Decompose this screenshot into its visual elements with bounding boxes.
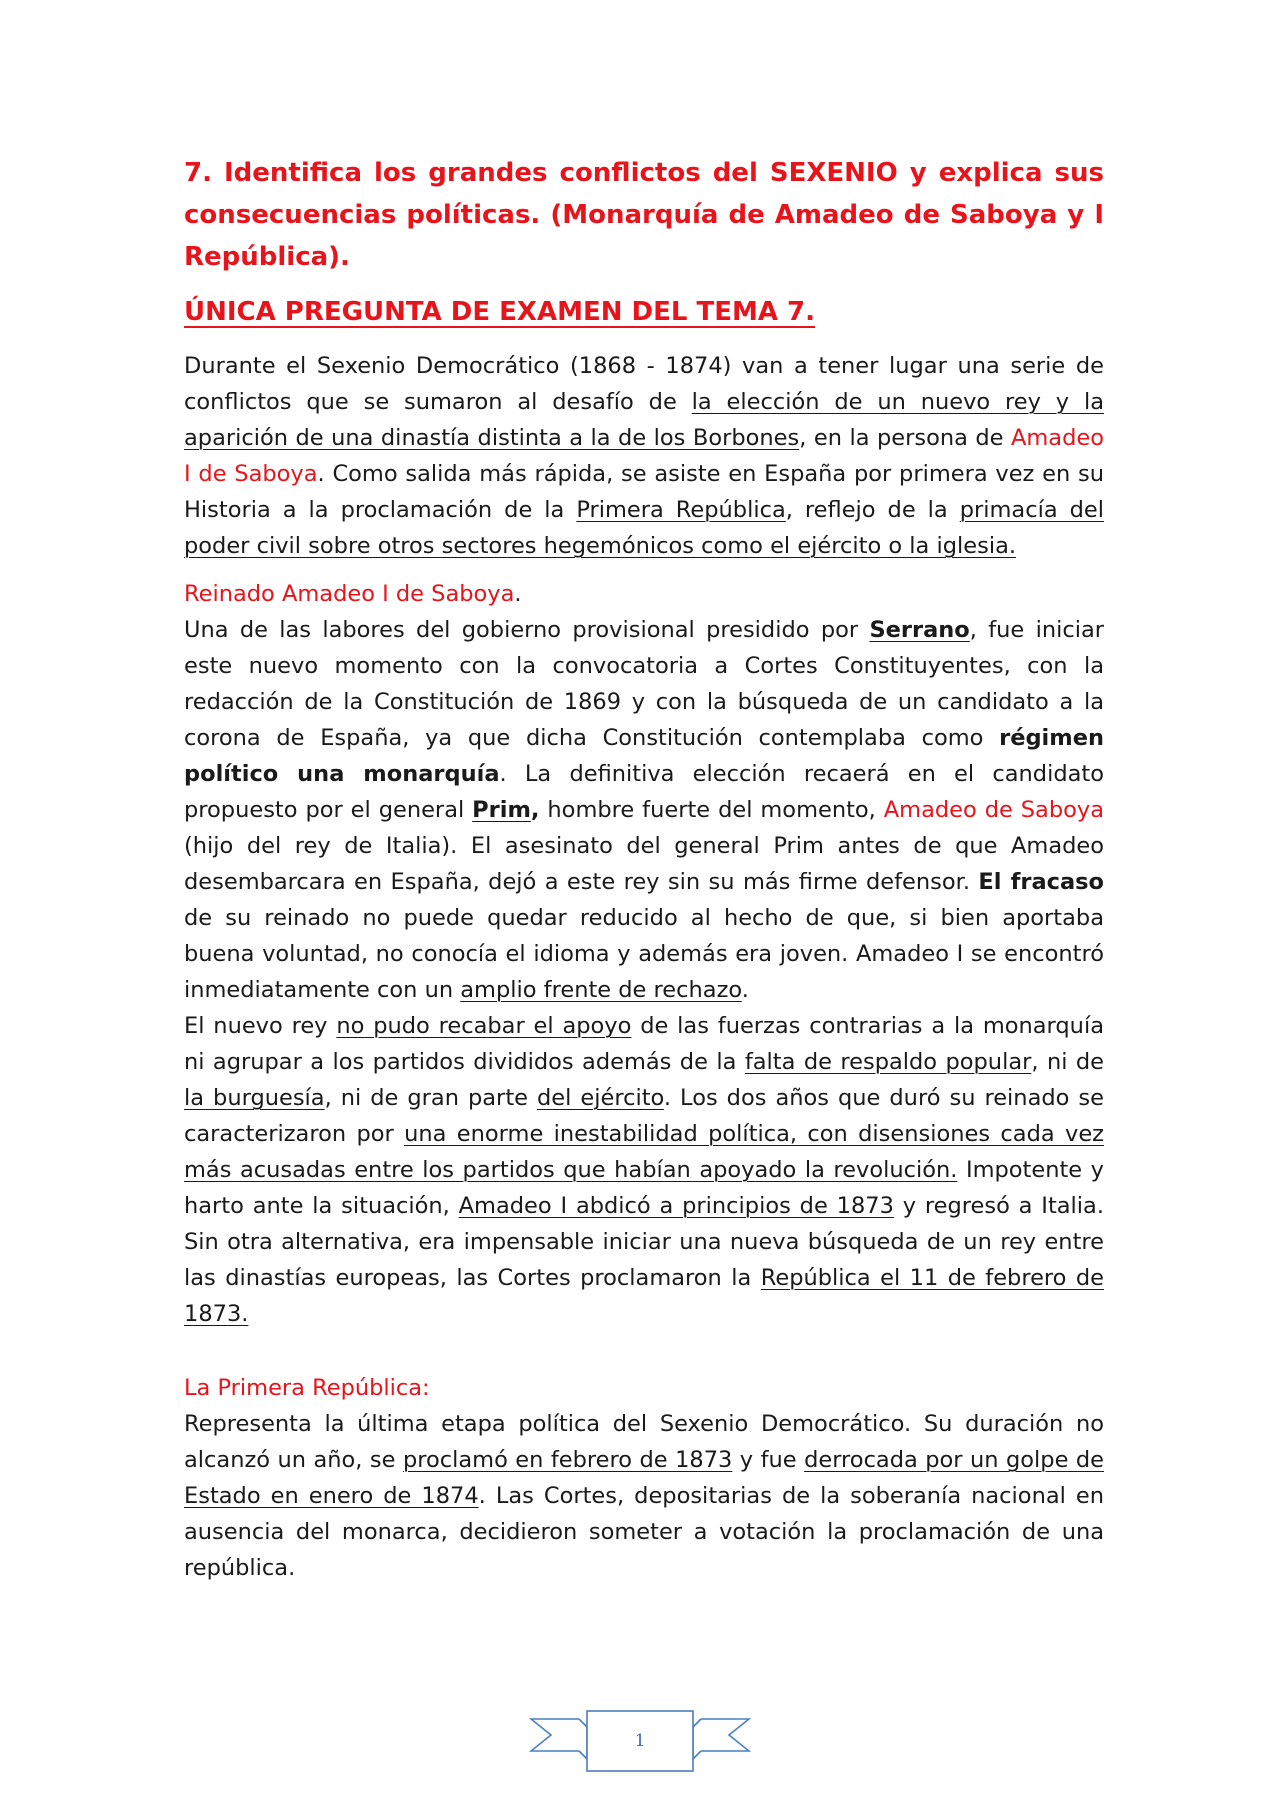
amadeo-paragraph-2: El nuevo rey no pudo recabar el apoyo de las fuerzas contrarias a la monarquía ni agrupar a los partidos divididos además de la falta de respaldo popular, ni de la burguesía, ni de gran parte del ejército. Los dos años que duró su reinado se caracterizaron por una enorme inestabilidad política, con disensiones cada vez más acusadas entre los partidos que habían apoyado la revolución. Impotente y harto ante la situación, Amadeo I abdicó a principios de 1873 y regresó a Italia. Sin otra alternativa, era impensable iniciar una nueva búsqueda de un rey entre las dinastías europeas, las Cortes proclamaron la República el 11 de febrero de 1873. [184, 1013, 1105, 1327]
page-number-ribbon [529, 1705, 751, 1775]
exam-question-subtitle: ÚNICA PREGUNTA DE EXAMEN DEL TEMA 7. [184, 297, 815, 327]
page-number: 1 [634, 1731, 646, 1751]
section-heading-amadeo: Reinado Amadeo I de Saboya. [184, 581, 522, 607]
page-content [184, 152, 1104, 1586]
section-heading-republica: La Primera República: [184, 1375, 430, 1401]
intro-paragraph: Durante el Sexenio Democrático (1868 - 1874) van a tener lugar una serie de conflictos que se sumaron al desafío de la elección de un nuevo rey y la aparición de una dinastía distinta a la de los Borbones, en la persona de Amadeo I de Saboya. Como salida más rápida, se asiste en España por primera vez en su Historia a la proclamación de la Primera República, reflejo de la primacía del poder civil sobre otros sectores hegemónicos como el ejército o la iglesia. [184, 353, 1104, 559]
amadeo-paragraph-1: Una de las labores del gobierno provisional presidido por Serrano, fue iniciar este nuevo momento con la convocatoria a Cortes Constituyentes, con la redacción de la Constitución de 1869 y con la búsqueda de un candidato a la corona de España, ya que dicha Constitución contemplaba como régimen político una monarquía. La definitiva elección recaerá en el candidato propuesto por el general Prim, hombre fuerte del momento, Amadeo de Saboya (hijo del rey de Italia). El asesinato del general Prim antes de que Amadeo desembarcara en España, dejó a este rey sin su más firme defensor. El fracaso de su reinado no puede quedar reducido al hecho de que, si bien aportaba buena voluntad, no conocía el idioma y además era joven. Amadeo I se encontró inmediatamente con un amplio frente de rechazo. [184, 617, 1105, 1003]
page-title: 7. Identifica los grandes conflictos del SEXENIO y explica sus consecuencias políticas. (Monarquía de Amadeo de Saboya y I República). [184, 158, 1104, 272]
republica-paragraph: Representa la última etapa política del Sexenio Democrático. Su duración no alcanzó un año, se proclamó en febrero de 1873 y fue derrocada por un golpe de Estado en enero de 1874. Las Cortes, depositarias de la soberanía nacional en ausencia del monarca, decidieron someter a votación la proclamación de una república. [184, 1411, 1104, 1581]
